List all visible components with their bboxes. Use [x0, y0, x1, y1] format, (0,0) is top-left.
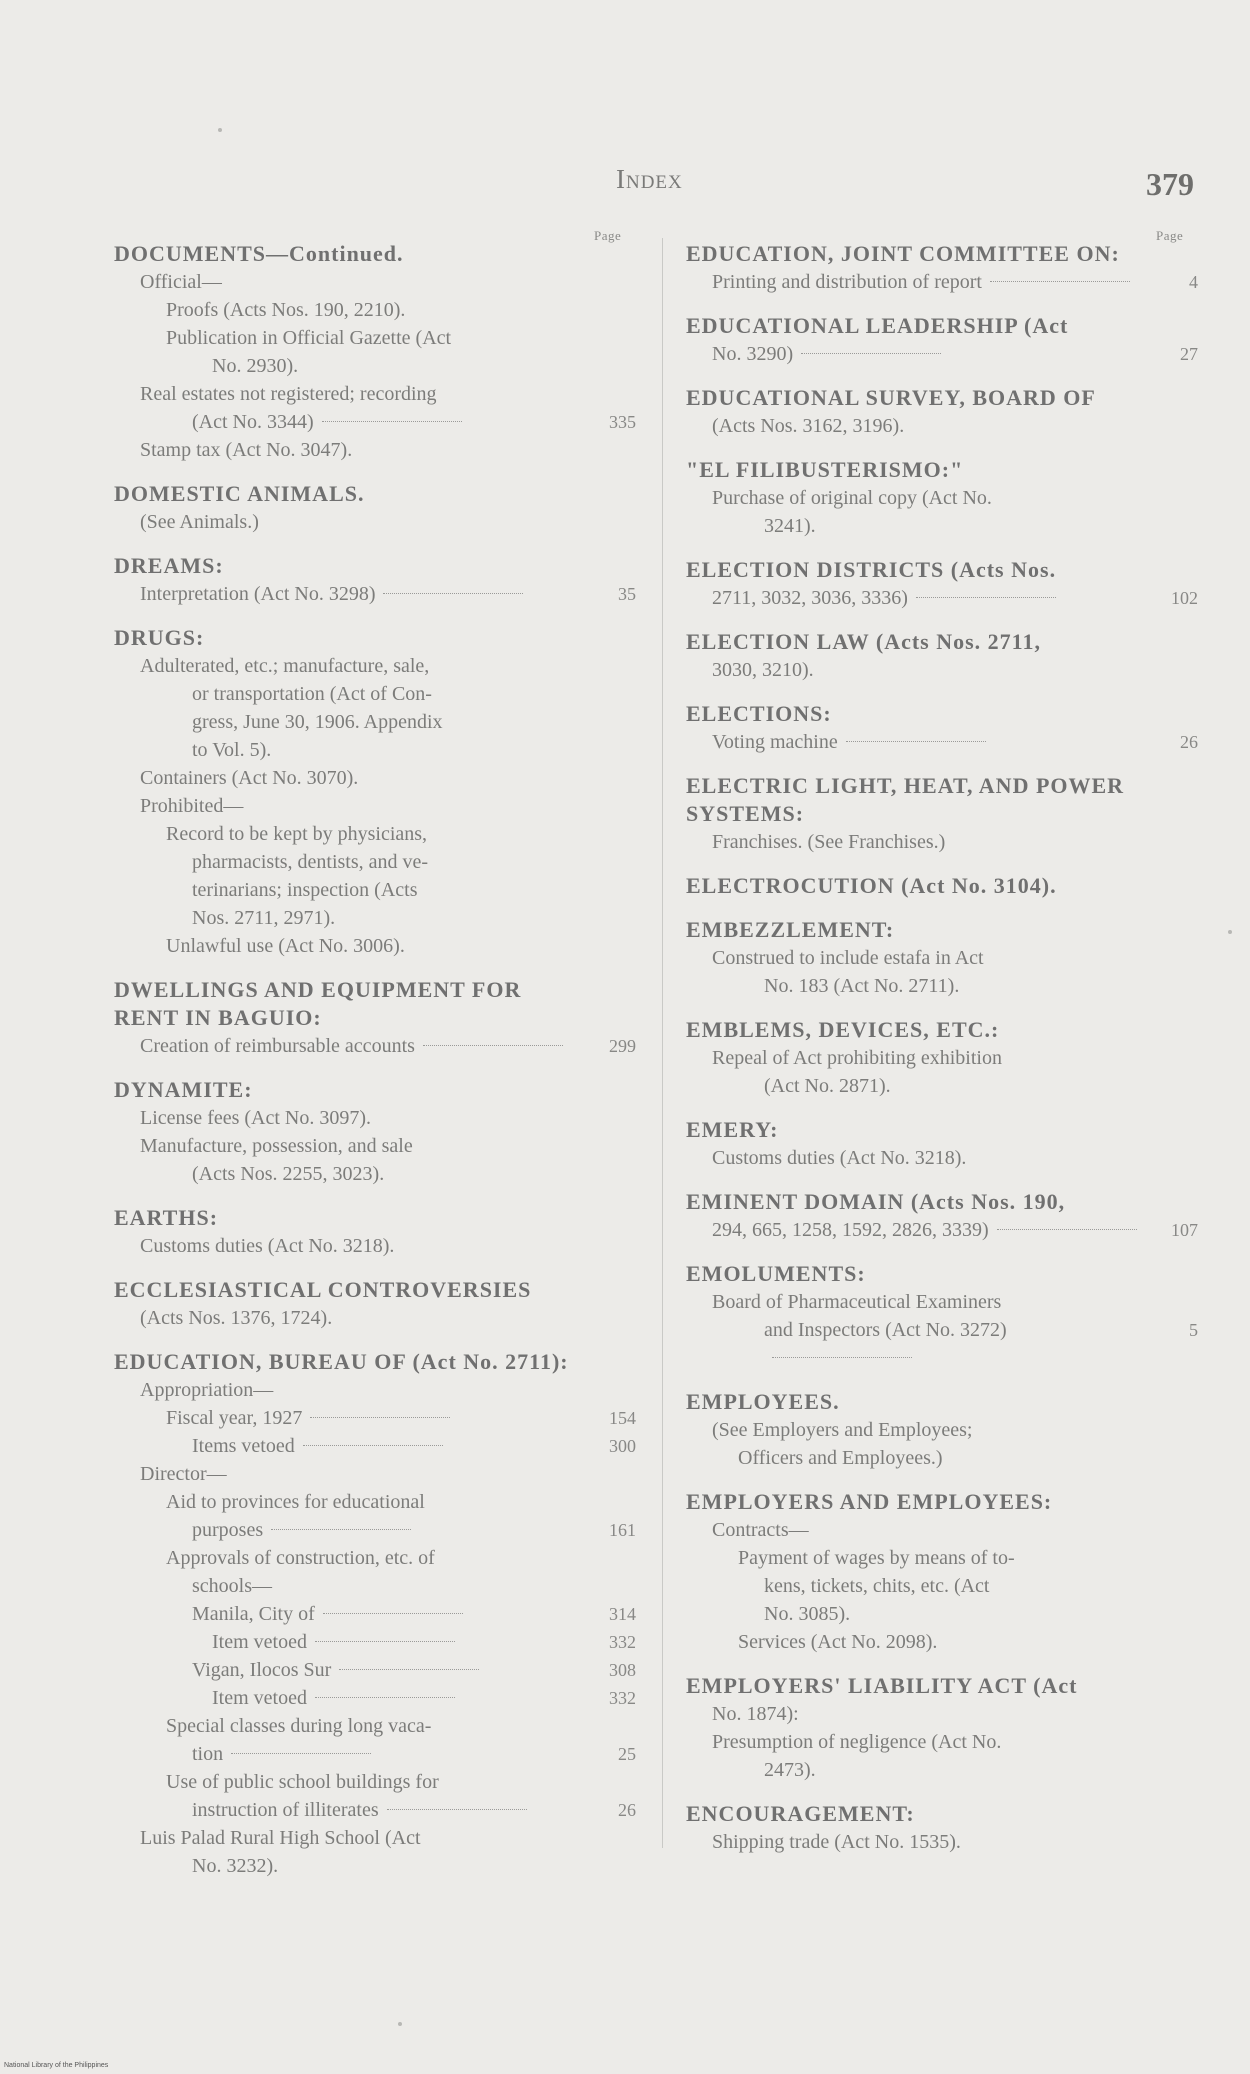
page-reference: 300: [609, 1436, 636, 1456]
entry-line-text: License fees (Act No. 3097).: [140, 1107, 372, 1129]
index-entry: [114, 1348, 644, 1880]
entry-line-text: Repeal of Act prohibiting exhibition: [712, 1047, 1002, 1069]
page-reference: 107: [1171, 1220, 1198, 1240]
entry-line-text: Adulterated, etc.; manufacture, sale,: [140, 655, 430, 677]
entry-line: [686, 512, 1206, 540]
entry-line: [686, 1288, 1206, 1316]
entry-heading: ELECTION LAW (Acts Nos. 2711,: [686, 629, 1041, 654]
index-entry: [686, 1488, 1206, 1656]
entry-line-text: No. 3085).: [764, 1603, 851, 1625]
entry-line: [114, 268, 644, 296]
entry-line-text: Fiscal year, 1927: [166, 1407, 303, 1429]
index-entry: [686, 312, 1206, 368]
entry-line: [114, 876, 644, 904]
entry-heading: ELECTION DISTRICTS (Acts Nos.: [686, 557, 1057, 582]
entry-line-text: Presumption of negligence (Act No.: [712, 1731, 1002, 1753]
leader-dots: [339, 1669, 479, 1670]
index-entry: [686, 772, 1206, 856]
entry-heading: EDUCATIONAL SURVEY, BOARD OF: [686, 385, 1096, 410]
index-entry: [114, 480, 644, 536]
leader-dots: [772, 1357, 912, 1358]
leader-dots: [916, 597, 1056, 598]
leader-dots: [997, 1229, 1137, 1230]
entry-line: [686, 1756, 1206, 1784]
entry-line: [686, 1072, 1206, 1100]
entry-line: [114, 408, 644, 436]
entry-line-text: to Vol. 5).: [192, 739, 272, 761]
leader-dots: [387, 1809, 527, 1810]
entry-line: [114, 324, 644, 352]
running-header-title: Index: [616, 164, 683, 194]
entry-line: [686, 1828, 1206, 1856]
entry-line-text: Luis Palad Rural High School (Act: [140, 1827, 421, 1849]
index-entry: [686, 628, 1206, 684]
column-page-label: Page: [1156, 228, 1184, 243]
entry-line: [686, 1144, 1206, 1172]
entry-line-text: Unlawful use (Act No. 3006).: [166, 935, 405, 957]
entry-line-text: Stamp tax (Act No. 3047).: [140, 439, 353, 461]
entry-heading: EMOLUMENTS:: [686, 1261, 866, 1286]
left-column: [114, 228, 644, 1896]
entry-line-text: gress, June 30, 1906. Appendix: [192, 711, 443, 733]
entry-line: [114, 1712, 644, 1740]
leader-dots: [801, 353, 941, 354]
entry-line-text: 294, 665, 1258, 1592, 2826, 3339): [712, 1219, 989, 1241]
column-page-label: Page: [594, 228, 622, 243]
entry-line-text: tion: [192, 1743, 224, 1765]
page-reference: 332: [609, 1632, 636, 1652]
entry-line-text: kens, tickets, chits, etc. (Act: [764, 1575, 990, 1597]
entry-line: [686, 1572, 1206, 1600]
scan-credit: National Library of the Philippines: [4, 2062, 109, 2069]
leader-dots: [231, 1753, 371, 1754]
entry-line: [686, 972, 1206, 1000]
entry-line: [114, 1104, 644, 1132]
index-entry: [686, 700, 1206, 756]
entry-line-text: Board of Pharmaceutical Examiners: [712, 1291, 1002, 1313]
index-entry: [686, 1260, 1206, 1372]
index-entry: [114, 976, 644, 1060]
entry-line: [114, 1852, 644, 1880]
entry-line-text: (Act No. 3344): [192, 411, 314, 433]
entry-line-text: schools—: [192, 1575, 272, 1597]
entry-line-text: Proofs (Acts Nos. 190, 2210).: [166, 299, 406, 321]
entry-line-text: Payment of wages by means of to-: [738, 1547, 1015, 1569]
entry-line: [114, 1160, 644, 1188]
entry-line-text: Official—: [140, 271, 222, 293]
entry-line: [686, 728, 1206, 756]
entry-line: [686, 1044, 1206, 1072]
page-reference: 161: [609, 1520, 636, 1540]
left-entry-list: [114, 240, 644, 1880]
leader-dots: [423, 1045, 563, 1046]
entry-line-text: Construed to include estafa in Act: [712, 947, 984, 969]
entry-heading: EDUCATION, JOINT COMMITTEE ON:: [686, 241, 1120, 266]
entry-line-text: No. 2930).: [212, 355, 299, 377]
entry-line: [114, 436, 644, 464]
entry-heading: EMINENT DOMAIN (Acts Nos. 190,: [686, 1189, 1066, 1214]
entry-line: [114, 1376, 644, 1404]
leader-dots: [315, 1697, 455, 1698]
entry-line-text: or transportation (Act of Con-: [192, 683, 432, 705]
page-reference: 335: [609, 412, 636, 432]
page-reference: 35: [618, 584, 636, 604]
page-reference: 154: [609, 1408, 636, 1428]
entry-line-text: purposes: [192, 1519, 264, 1541]
entry-line: [686, 656, 1206, 684]
entry-line-text: No. 1874):: [712, 1703, 799, 1725]
entry-line: [114, 652, 644, 680]
index-entry: [686, 556, 1206, 612]
entry-heading: EARTHS:: [114, 1205, 219, 1230]
entry-line: [686, 268, 1206, 296]
entry-line: [114, 1600, 644, 1628]
entry-line: [114, 1132, 644, 1160]
entry-line: [114, 1768, 644, 1796]
entry-line: [686, 412, 1206, 440]
entry-line-text: 2711, 3032, 3036, 3336): [712, 587, 908, 609]
entry-line: [114, 1684, 644, 1712]
entry-line: [686, 1600, 1206, 1628]
entry-line: [114, 848, 644, 876]
entry-line: [114, 380, 644, 408]
entry-line-text: Item vetoed: [212, 1631, 307, 1653]
entry-line: [686, 1516, 1206, 1544]
entry-line-text: Items vetoed: [192, 1435, 295, 1457]
entry-line-text: Item vetoed: [212, 1687, 307, 1709]
entry-line-text: Interpretation (Act No. 3298): [140, 583, 376, 605]
entry-line-text: Manila, City of: [192, 1603, 315, 1625]
entry-line-text: and Inspectors (Act No. 3272): [764, 1319, 1007, 1341]
entry-line: [114, 932, 644, 960]
entry-line: [114, 1304, 644, 1332]
entry-line-text: Customs duties (Act No. 3218).: [140, 1235, 395, 1257]
leader-dots: [846, 741, 986, 742]
entry-line: [114, 1572, 644, 1600]
page-reference: 5: [1189, 1320, 1198, 1340]
entry-line-text: (Acts Nos. 3162, 3196).: [712, 415, 905, 437]
index-entry: [686, 872, 1206, 900]
entry-line-text: Manufacture, possession, and sale: [140, 1135, 413, 1157]
entry-line-text: Director—: [140, 1463, 227, 1485]
leader-dots: [322, 421, 462, 422]
entry-line-text: No. 3232).: [192, 1855, 279, 1877]
entry-line-text: Real estates not registered; recording: [140, 383, 437, 405]
entry-line-text: Containers (Act No. 3070).: [140, 767, 359, 789]
page-reference: 314: [609, 1604, 636, 1624]
entry-line: [686, 1700, 1206, 1728]
leader-dots: [383, 593, 523, 594]
entry-line-text: Services (Act No. 2098).: [738, 1631, 938, 1653]
entry-heading: DOMESTIC ANIMALS.: [114, 481, 365, 506]
page-number: 379: [1146, 166, 1194, 202]
entry-heading: DWELLINGS AND EQUIPMENT FOR RENT IN BAGUIO:: [114, 977, 522, 1030]
entry-heading: EMPLOYERS' LIABILITY ACT (Act: [686, 1673, 1078, 1698]
entry-line-text: Purchase of original copy (Act No.: [712, 487, 992, 509]
entry-heading: EDUCATION, BUREAU OF (Act No. 2711):: [114, 1349, 569, 1374]
entry-line: [114, 1796, 644, 1824]
page-reference: 332: [609, 1688, 636, 1708]
entry-heading: EDUCATIONAL LEADERSHIP (Act: [686, 313, 1069, 338]
entry-line: [114, 580, 644, 608]
entry-line-text: Voting machine: [712, 731, 838, 753]
entry-line-text: Printing and distribution of report: [712, 271, 982, 293]
page-reference: 4: [1189, 272, 1198, 292]
entry-line-text: Approvals of construction, etc. of: [166, 1547, 435, 1569]
entry-line-text: Appropriation—: [140, 1379, 274, 1401]
entry-line: [114, 1628, 644, 1656]
entry-line: [686, 828, 1206, 856]
leader-dots: [315, 1641, 455, 1642]
entry-line: [114, 352, 644, 380]
index-entry: [114, 240, 644, 464]
index-entry: [686, 240, 1206, 296]
entry-line: [686, 1416, 1206, 1444]
entry-line: [114, 1232, 644, 1260]
entry-line: [686, 944, 1206, 972]
page-reference: 102: [1171, 588, 1198, 608]
index-entry: [114, 552, 644, 608]
entry-line: [686, 1628, 1206, 1656]
entry-line: [686, 1216, 1206, 1244]
entry-heading: EMPLOYERS AND EMPLOYEES:: [686, 1489, 1053, 1514]
entry-line-text: terinarians; inspection (Acts: [192, 879, 418, 901]
index-entry: [114, 1204, 644, 1260]
entry-line-text: Officers and Employees.): [738, 1447, 943, 1469]
entry-line-text: Shipping trade (Act No. 1535).: [712, 1831, 961, 1853]
entry-line: [686, 340, 1206, 368]
entry-line-text: Publication in Official Gazette (Act: [166, 327, 452, 349]
entry-line: [686, 484, 1206, 512]
entry-line-text: Prohibited—: [140, 795, 244, 817]
right-entry-list: [686, 240, 1206, 1856]
index-entry: [686, 1672, 1206, 1784]
page-reference: 25: [618, 1744, 636, 1764]
entry-line: [686, 1444, 1206, 1472]
entry-line: [114, 1488, 644, 1516]
page-reference: 26: [618, 1800, 636, 1820]
paper-speck: [218, 128, 222, 132]
entry-line: [114, 708, 644, 736]
entry-heading: DOCUMENTS—Continued.: [114, 241, 404, 266]
right-column: [686, 228, 1206, 1872]
leader-dots: [990, 281, 1130, 282]
entry-line: [114, 764, 644, 792]
entry-line: [114, 792, 644, 820]
page-reference: 26: [1180, 732, 1198, 752]
entry-line-text: pharmacists, dentists, and ve-: [192, 851, 429, 873]
leader-dots: [271, 1529, 411, 1530]
index-entry: [686, 384, 1206, 440]
page-reference: 299: [609, 1036, 636, 1056]
index-entry: [686, 1800, 1206, 1856]
entry-line: [114, 1656, 644, 1684]
entry-heading: ENCOURAGEMENT:: [686, 1801, 915, 1826]
index-entry: [686, 1016, 1206, 1100]
leader-dots: [323, 1613, 463, 1614]
entry-line: [686, 584, 1206, 612]
column-divider: [662, 238, 663, 1848]
entry-line-text: Customs duties (Act No. 3218).: [712, 1147, 967, 1169]
entry-line-text: No. 3290): [712, 343, 794, 365]
index-entry: [686, 1388, 1206, 1472]
entry-line: [686, 1316, 1206, 1372]
entry-heading: ELECTRIC LIGHT, HEAT, AND POWER SYSTEMS:: [686, 773, 1125, 826]
entry-line-text: Special classes during long vaca-: [166, 1715, 432, 1737]
page-reference: 27: [1180, 344, 1198, 364]
entry-line: [686, 1728, 1206, 1756]
entry-heading: ELECTIONS:: [686, 701, 832, 726]
entry-line: [114, 1544, 644, 1572]
paper-speck: [398, 2022, 402, 2026]
index-entry: [686, 916, 1206, 1000]
entry-line: [114, 820, 644, 848]
entry-heading: EMBLEMS, DEVICES, ETC.:: [686, 1017, 1000, 1042]
entry-line-text: Aid to provinces for educational: [166, 1491, 425, 1513]
leader-dots: [310, 1417, 450, 1418]
entry-line-text: (See Animals.): [140, 511, 259, 533]
entry-line-text: (Act No. 2871).: [764, 1075, 891, 1097]
entry-heading: ECCLESIASTICAL CONTROVERSIES: [114, 1277, 532, 1302]
entry-line: [114, 1432, 644, 1460]
page-reference: 308: [609, 1660, 636, 1680]
entry-line-text: 2473).: [764, 1759, 816, 1781]
index-entry: [686, 1188, 1206, 1244]
entry-line: [114, 1460, 644, 1488]
entry-line: [114, 736, 644, 764]
entry-line-text: Use of public school buildings for: [166, 1771, 439, 1793]
entry-line-text: (Acts Nos. 1376, 1724).: [140, 1307, 333, 1329]
index-entry: [686, 1116, 1206, 1172]
entry-heading: "EL FILIBUSTERISMO:": [686, 457, 964, 482]
entry-heading: DRUGS:: [114, 625, 205, 650]
entry-heading: EMBEZZLEMENT:: [686, 917, 895, 942]
index-entry: [686, 456, 1206, 540]
entry-line-text: Contracts—: [712, 1519, 809, 1541]
entry-line: [114, 904, 644, 932]
entry-line-text: No. 183 (Act No. 2711).: [764, 975, 960, 997]
entry-line-text: 3030, 3210).: [712, 659, 814, 681]
entry-line: [114, 1824, 644, 1852]
entry-line-text: Vigan, Ilocos Sur: [192, 1659, 332, 1681]
entry-line-text: Creation of reimbursable accounts: [140, 1035, 415, 1057]
entry-line: [114, 680, 644, 708]
entry-line-text: (Acts Nos. 2255, 3023).: [192, 1163, 385, 1185]
entry-heading: DYNAMITE:: [114, 1077, 253, 1102]
entry-line: [114, 1516, 644, 1544]
entry-line-text: (See Employers and Employees;: [712, 1419, 973, 1441]
paper-speck: [1228, 930, 1232, 934]
entry-line-text: Record to be kept by physicians,: [166, 823, 428, 845]
entry-heading: ELECTROCUTION (Act No. 3104).: [686, 873, 1057, 898]
entry-line: [114, 508, 644, 536]
entry-line: [114, 1032, 644, 1060]
entry-heading: EMPLOYEES.: [686, 1389, 840, 1414]
entry-line-text: 3241).: [764, 515, 816, 537]
entry-line: [686, 1544, 1206, 1572]
leader-dots: [303, 1445, 443, 1446]
entry-line-text: Nos. 2711, 2971).: [192, 907, 336, 929]
entry-line-text: Franchises. (See Franchises.): [712, 831, 946, 853]
entry-line: [114, 296, 644, 324]
entry-line: [114, 1404, 644, 1432]
entry-heading: DREAMS:: [114, 553, 224, 578]
entry-line: [114, 1740, 644, 1768]
entry-line-text: instruction of illiterates: [192, 1799, 379, 1821]
index-entry: [114, 1276, 644, 1332]
index-entry: [114, 1076, 644, 1188]
entry-heading: EMERY:: [686, 1117, 779, 1142]
index-entry: [114, 624, 644, 960]
